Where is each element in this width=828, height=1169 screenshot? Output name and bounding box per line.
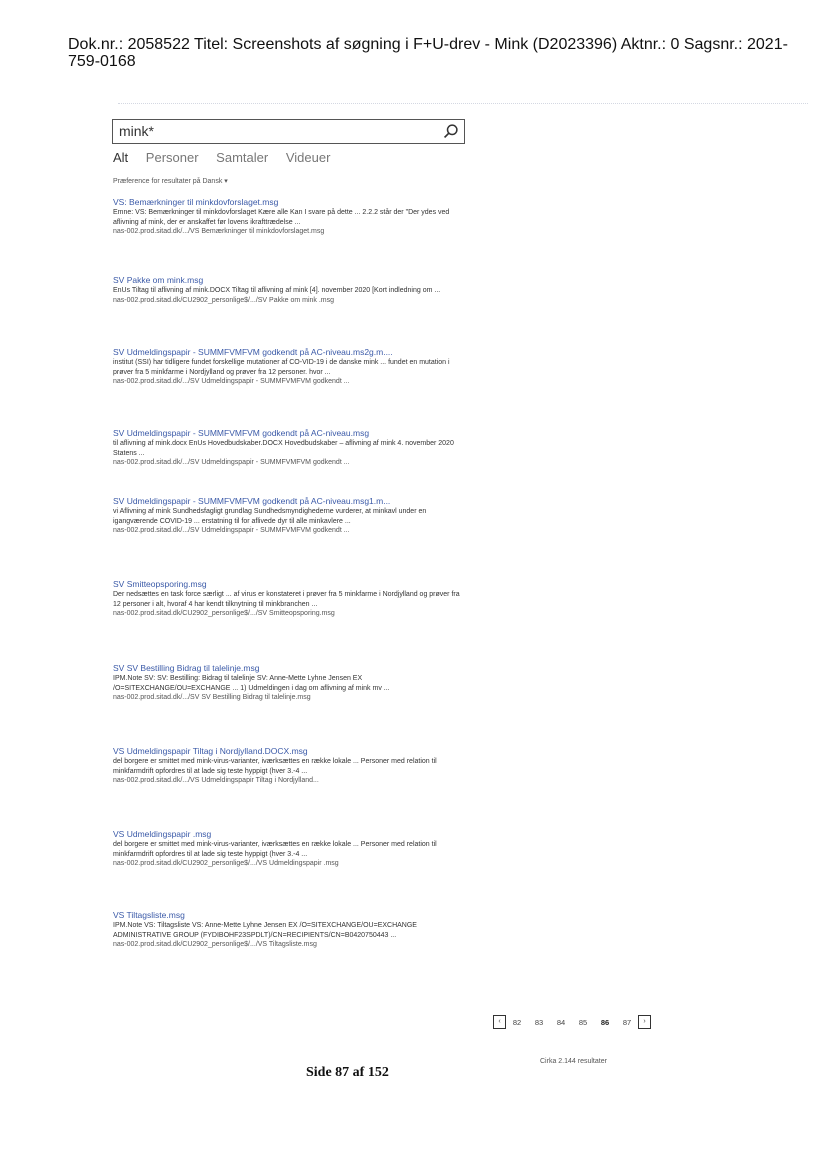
search-result — [113, 197, 468, 237]
page-link-85[interactable]: 85 — [578, 1017, 588, 1027]
result-snippet: til aflivning af mink.docx EnUs Hovedbudskaber.DOCX Hovedbudskaber – aflivning af mink 4. november 2020 Statens ... — [113, 440, 454, 457]
result-snippet: Emne: VS: Bemærkninger til minkdovforslaget Kære alle Kan I svare på dette ... 2.2.2 står der "Der ydes ved aflivning af mink, der er anskaffet før lovens ikrafttrædelse ... — [113, 209, 450, 226]
result-url: nas-002.prod.sitad.dk/.../VS Bemærkninger til minkdovforslaget.msg — [113, 228, 325, 235]
language-preference-label: Præference for resultater på Dansk — [113, 178, 223, 185]
search-box[interactable] — [112, 119, 465, 144]
result-snippet: IPM.Note SV: SV: Bestilling: Bidrag til talelinje SV: Anne-Mette Lyhne Jensen EX /O=SITEXCHANGE/OU=EXCHANGE ... 1) Udmeldingen i dag om aflivning af mink mv ... — [113, 675, 390, 692]
result-snippet: del borgere er smittet med mink-virus-varianter, iværksættes en række lokale ... Personer med relation til minkfarmdrift opfordres til at lade sig teste hyppigt (hver 3.-4 ... — [113, 841, 437, 858]
result-title[interactable]: SV Pakke om mink.msg — [113, 275, 204, 285]
search-result — [113, 663, 468, 703]
result-title[interactable]: SV SV Bestilling Bidrag til talelinje.msg — [113, 663, 260, 673]
result-title[interactable]: SV Smitteopsporing.msg — [113, 579, 207, 589]
search-result — [113, 910, 468, 950]
divider — [118, 103, 808, 104]
search-result — [113, 829, 468, 869]
result-url: nas-002.prod.sitad.dk/.../VS Udmeldingspapir Tiltag i Nordjylland... — [113, 777, 319, 784]
page-link-87[interactable]: 87 — [622, 1017, 632, 1027]
result-title[interactable]: VS: Bemærkninger til minkdovforslaget.msg — [113, 197, 279, 207]
tab-videos[interactable]: Videuer — [285, 150, 331, 165]
result-url: nas-002.prod.sitad.dk/.../SV Udmeldingspapir - SUMMFVMFVM godkendt ... — [113, 459, 350, 466]
document-header: Dok.nr.: 2058522 Titel: Screenshots af søgning i F+U-drev - Mink (D2023396) Aktnr.: 0 Sagsnr.: 2021-759-0168 — [68, 36, 788, 70]
result-url: nas-002.prod.sitad.dk/CU2902_personlige$/.../VS Tiltagsliste.msg — [113, 941, 317, 948]
result-snippet: institut (SSI) har tidligere fundet forskellige mutationer af CO-VID-19 i de danske mink ... fundet en mutation i prøver fra 5 minkfarme i Nordjylland og prøver fra 12 personer. hvor ... — [113, 359, 450, 376]
tab-people[interactable]: Personer — [145, 150, 199, 165]
search-result — [113, 579, 468, 619]
search-input[interactable]: mink* — [119, 123, 155, 139]
tab-all[interactable]: Alt — [113, 150, 129, 165]
page-number: Side 87 af 152 — [306, 1065, 389, 1080]
result-snippet: vi Aflivning af mink Sundhedsfagligt grundlag Sundhedsmyndighederne vurderer, at minkavl under en igangværende COVID-19 ... erstatning til for aflivede dyr til alle minkavlere ... — [113, 508, 427, 525]
result-url: nas-002.prod.sitad.dk/CU2902_personlige$/.../VS Udmeldingspapir .msg — [113, 860, 339, 867]
search-result — [113, 496, 468, 536]
result-snippet: EnUs Tiltag til aflivning af mink.DOCX Tiltag til aflivning af mink [4]. november 2020 [Kort indledning om ... — [113, 287, 441, 294]
search-result — [113, 746, 468, 786]
chevron-down-icon: ▾ — [222, 178, 228, 185]
prev-page-button[interactable]: ‹ — [493, 1015, 506, 1029]
result-url: nas-002.prod.sitad.dk/CU2902_personlige$/.../SV Pakke om mink .msg — [113, 296, 335, 304]
pagination — [493, 1013, 651, 1031]
result-url: nas-002.prod.sitad.dk/.../SV Udmeldingspapir - SUMMFVMFVM godkendt ... — [113, 378, 350, 385]
result-title[interactable]: VS Udmeldingspapir .msg — [113, 829, 212, 839]
result-count: Cirka 2.144 resultater — [540, 1058, 607, 1065]
result-url: nas-002.prod.sitad.dk/CU2902_personlige$/.../SV Smitteopsporing.msg — [113, 610, 335, 617]
result-snippet: IPM.Note VS: Tiltagsliste VS: Anne-Mette Lyhne Jensen EX /O=SITEXCHANGE/OU=EXCHANGE ADMINISTRATIVE GROUP (FYDIBOHF23SPDLT)/CN=RECIPIENTS/CN=B0420750443 ... — [113, 922, 417, 939]
tab-conversations[interactable]: Samtaler — [216, 150, 269, 165]
result-title[interactable]: SV Udmeldingspapir - SUMMFVMFVM godkendt på AC-niveau.msg1.m... — [113, 496, 391, 506]
result-snippet: Der nedsættes en task force særligt ... af virus er konstateret i prøver fra 5 minkfarme i Nordjylland og prøver fra 12 personer i alt, hvoraf 4 har kendt tilknytning til minkbranchen ... — [113, 591, 460, 608]
result-url: nas-002.prod.sitad.dk/.../SV Udmeldingspapir - SUMMFVMFVM godkendt ... — [113, 527, 350, 534]
result-snippet: del borgere er smittet med mink-virus-varianter, iværksættes en række lokale ... Personer med relation til minkfarmdrift opfordres til at lade sig teste hyppigt (hver 3.-4 ... — [113, 758, 437, 775]
next-page-button[interactable]: › — [638, 1015, 651, 1029]
result-url: nas-002.prod.sitad.dk/.../SV SV Bestilling Bidrag til talelinje.msg — [113, 694, 311, 701]
page-link-82[interactable]: 82 — [512, 1017, 522, 1027]
search-result — [113, 428, 468, 468]
language-preference[interactable] — [113, 177, 228, 185]
result-title[interactable]: VS Tiltagsliste.msg — [113, 910, 185, 920]
result-title[interactable]: VS Udmeldingspapir Tiltag i Nordjylland.DOCX.msg — [113, 746, 308, 756]
result-title[interactable]: SV Udmeldingspapir - SUMMFVMFVM godkendt på AC-niveau.ms2g.m.... — [113, 347, 393, 357]
search-result — [113, 347, 468, 387]
page-link-83[interactable]: 83 — [534, 1017, 544, 1027]
page-link-86[interactable]: 86 — [600, 1017, 610, 1027]
search-result — [113, 275, 468, 305]
page-link-84[interactable]: 84 — [556, 1017, 566, 1027]
search-tabs — [113, 150, 344, 165]
result-title[interactable]: SV Udmeldingspapir - SUMMFVMFVM godkendt på AC-niveau.msg — [113, 428, 370, 438]
search-icon[interactable] — [442, 123, 459, 140]
